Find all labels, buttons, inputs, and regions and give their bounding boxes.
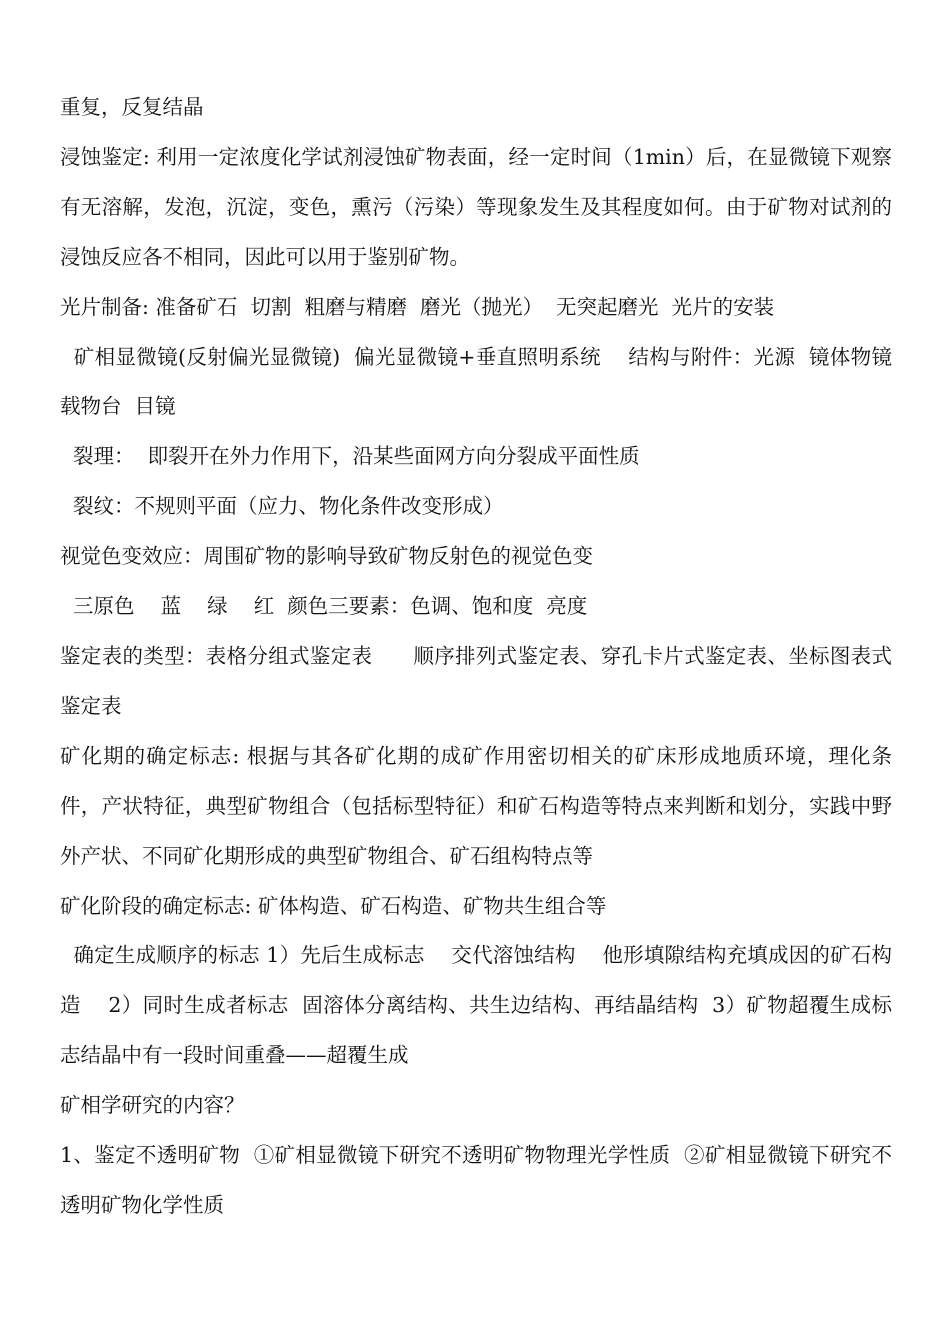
paragraph-mineralization-period: 矿化期的确定标志: 根据与其各矿化期的成矿作用密切相关的矿床形成地质环境，理化条件，产状特征，典型矿物组合（包括标型特征）和矿石构造等特点来判断和划分，实践中野外产状、不同矿化期形成的典型矿物组合、矿石组构特点等 (60, 743, 892, 868)
paragraph-research-question: 矿相学研究的内容？ (60, 1093, 245, 1118)
paragraph-opaque-minerals: 1、鉴定不透明矿物 ①矿相显微镜下研究不透明矿物物理光学性质 ②矿相显微镜下研究不透明矿物化学性质 (60, 1143, 892, 1217)
paragraph-ore-microscope: 矿相显微镜(反射偏光显微镜) 偏光显微镜+垂直照明系统 结构与附件：光源 镜体物镜 载物台 目镜 (60, 344, 906, 419)
paragraph-parting: 裂理： 即裂开在外力作用下，沿某些面网方向分裂成平面性质 (60, 444, 640, 469)
paragraph-visual-color-effect: 视觉色变效应：周围矿物的影响导致矿物反射色的视觉色变 (60, 544, 593, 569)
paragraph-identification-tables: 鉴定表的类型：表格分组式鉴定表 顺序排列式鉴定表、穿孔卡片式鉴定表、坐标图表式鉴定表 (60, 643, 892, 718)
paragraph-primary-colors: 三原色 蓝 绿 红 颜色三要素：色调、饱和度 亮度 (60, 594, 588, 619)
paragraph-recrystallization: 重复，反复结晶 (60, 95, 204, 119)
paragraph-fractures: 裂纹：不规则平面（应力、物化条件改变形成） (60, 494, 504, 519)
paragraph-paragenetic-sequence: 确定生成顺序的标志 1）先后生成标志 交代溶蚀结构 他形填隙结构充填成因的矿石构造 2）同时生成者标志 固溶体分离结构、共生边结构、再结晶结构 3）矿物超覆生成标志结晶中有一段时间重叠——超覆生成 (60, 943, 892, 1068)
paragraph-polished-section-prep: 光片制备: 准备矿石 切割 粗磨与精磨 磨光（抛光） 无突起磨光 光片的安装 (60, 294, 775, 319)
paragraph-etch-identification: 浸蚀鉴定: 利用一定浓度化学试剂浸蚀矿物表面，经一定时间（1min）后，在显微镜下观察有无溶解，发泡，沉淀，变色，熏污（污染）等现象发生及其程度如何。由于矿物对试剂的浸蚀反应各不相同，因此可以用于鉴别矿物。 (60, 144, 892, 269)
document-body (60, 83, 906, 1231)
paragraph-mineralization-stage: 矿化阶段的确定标志: 矿体构造、矿石构造、矿物共生组合等 (60, 893, 607, 918)
